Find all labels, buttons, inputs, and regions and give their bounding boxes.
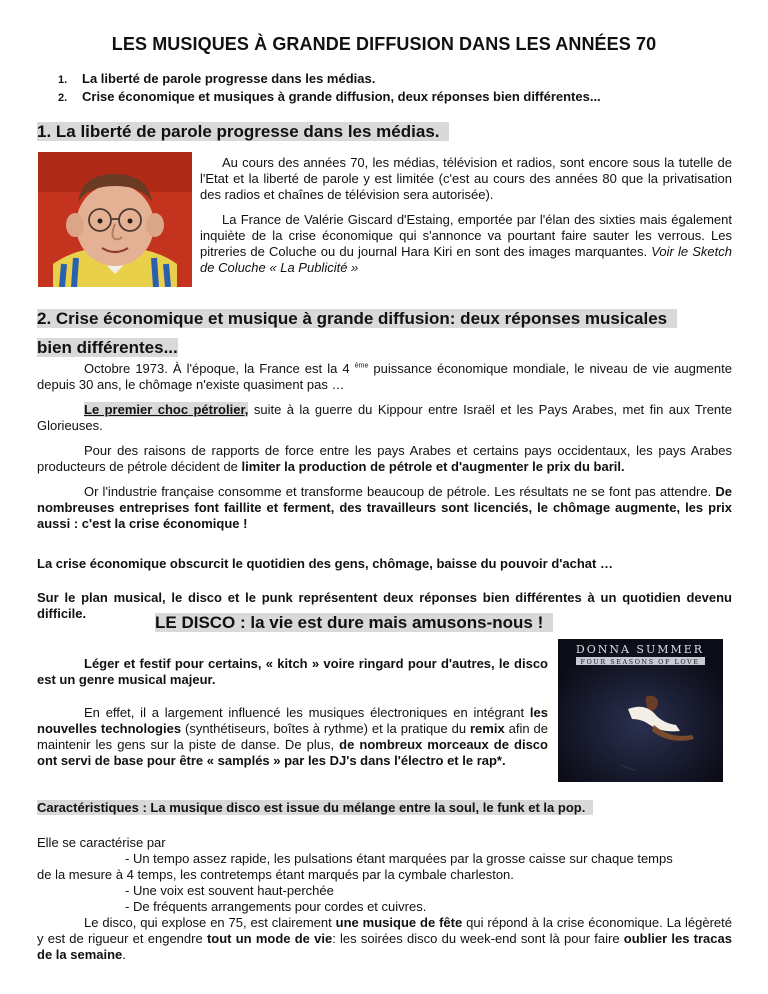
toc-item (58, 88, 601, 106)
paragraph-text: En effet, il a largement influencé les musiques électroniques en intégrant (84, 705, 525, 720)
toc-label: La liberté de parole progresse dans les médias. (82, 71, 376, 86)
paragraph-text: puissance économique mondiale, le niveau de vie augmente depuis 30 ans, le chômage n'existe quasiment pas … (37, 361, 732, 392)
toc-number: 2. (58, 92, 68, 104)
section2-paragraph (37, 484, 732, 532)
paragraph-text: Or l'industrie française consomme et transforme beaucoup de pétrole. Les résultats ne se font pas attendre. (84, 484, 712, 499)
disco-intro: Léger et festif pour certains, « kitch » voire ringard pour d'autres, le disco est un genre musical majeur. (37, 656, 548, 687)
paragraph-text: : les soirées disco du week-end sont là pour faire (332, 931, 620, 946)
donna-summer-album-cover (558, 639, 723, 782)
section1-heading-text: 1. La liberté de parole progresse dans les médias. (37, 122, 440, 141)
paragraph-bold: tout un mode de vie (206, 931, 333, 946)
paragraph-bold: De nombreuses entreprises font faillite et ferment, des travailleurs sont licenciés, le chômage augmente, les prix aussi : c'est la crise économique ! (37, 484, 732, 531)
paragraph-text: qui répond à la crise économique. La légèreté y est de rigueur et engendre (37, 915, 732, 946)
album-title: FOUR SEASONS OF LOVE (580, 658, 700, 666)
album-artist: DONNA SUMMER (575, 643, 705, 656)
disco-text (37, 656, 548, 769)
section2-heading-line2: bien différentes... (37, 338, 178, 357)
toc-label: Crise économique et musiques à grande diffusion, deux réponses bien différentes... (82, 89, 601, 104)
section2-paragraph (37, 443, 732, 475)
toc-number: 1. (58, 74, 68, 86)
section2-heading-line1: 2. Crise économique et musique à grande diffusion: deux réponses musicales (37, 309, 668, 328)
paragraph-bold: une musique de fête (335, 915, 463, 930)
disco-heading-text: LE DISCO : la vie est dure mais amusons-nous ! (155, 613, 544, 632)
section2-body (37, 361, 732, 622)
paragraph-text: afin de maintenir les gens sur la piste de danse. De plus, (37, 721, 548, 752)
toc-item (58, 70, 601, 88)
section1-paragraph (200, 212, 732, 276)
paragraph-text: suite à la guerre du Kippour entre Israël et les Pays Arabes, met fin aux Trente Glorieuses. (37, 402, 732, 433)
disco-heading (155, 612, 553, 634)
section2-heading (37, 304, 737, 362)
characteristics-item: - Une voix est souvent haut-perchée (125, 883, 334, 898)
characteristics-item: - De fréquents arrangements pour cordes et cuivres. (125, 899, 427, 914)
section1-heading (37, 121, 449, 143)
section2-paragraph (37, 402, 732, 434)
section2-paragraph: La crise économique obscurcit le quotidien des gens, chômage, baisse du pouvoir d'achat … (37, 556, 613, 571)
table-of-contents (58, 70, 601, 106)
characteristics-heading (37, 800, 732, 816)
paragraph-bold: limiter la production de pétrole et d'augmenter le prix du baril. (241, 459, 625, 474)
characteristics-item: de la mesure à 4 temps, les contretemps étant marqués par la cymbale charleston. (37, 867, 514, 882)
section1-paragraph: Au cours des années 70, les médias, télévision et radios, sont encore sous la tutelle de l'Etat et la liberté de parole y est limitée (c'est au cours des années 80 que la privatisation des radios et chaînes de télévision sera autorisée). (200, 155, 732, 202)
paragraph-text: Octobre 1973. À l'époque, la France est la 4 (84, 361, 350, 376)
paragraph-bold: les nouvelles technologies (37, 705, 548, 736)
sketch-reference: Voir le Sketch de Coluche « La Publicité » (200, 244, 732, 275)
paragraph-bold: oublier les tracas de la semaine (37, 931, 732, 962)
characteristics-lead: Elle se caractérise par (37, 835, 166, 850)
paragraph-text: Pour des raisons de rapports de force entre les pays Arabes et certains pays occidentaux, les pays Arabes producteurs de pétrole décident de (37, 443, 732, 474)
superscript: ème (354, 362, 369, 370)
characteristics-heading-text: Caractéristiques : La musique disco est issue du mélange entre la soul, le funk et la pop. (37, 800, 586, 815)
paragraph-text: . (122, 947, 126, 962)
disco-paragraph (37, 705, 548, 769)
characteristics-section (37, 800, 732, 963)
section2-paragraph: Sur le plan musical, le disco et le punk représentent deux réponses bien différentes à un quotidien devenu difficile. (37, 590, 732, 621)
characteristics-item: - Un tempo assez rapide, les pulsations étant marquées par la grosse caisse sur chaque temps (125, 851, 673, 866)
page-title: LES MUSIQUES À GRANDE DIFFUSION DANS LES ANNÉES 70 (111, 34, 657, 54)
oil-shock-term: Le premier choc pétrolier, (84, 402, 249, 417)
section2-paragraph (37, 361, 732, 393)
paragraph-text: (synthétiseurs, boîtes à rythme) et la pratique du (185, 721, 467, 736)
paragraph-text: Le disco, qui explose en 75, est clairement (84, 915, 332, 930)
section1-paragraph-text: La France de Valérie Giscard d'Estaing, emportée par l'élan des sixties mais également inquiète de la crise économique qui s'annonce va pourtant faire sauter les verrous. Les pitreries de Coluche ou du journal Hara Kiri en sont des images marquantes. (200, 212, 732, 259)
section1-text (200, 155, 732, 276)
coluche-photo (38, 152, 192, 287)
paragraph-bold: remix (470, 721, 505, 736)
paragraph-bold: de nombreux morceaux de disco ont servi de base pour être « samplés » par les DJ's dans l'électro et le rap*. (37, 737, 548, 768)
characteristics-paragraph (37, 915, 732, 963)
